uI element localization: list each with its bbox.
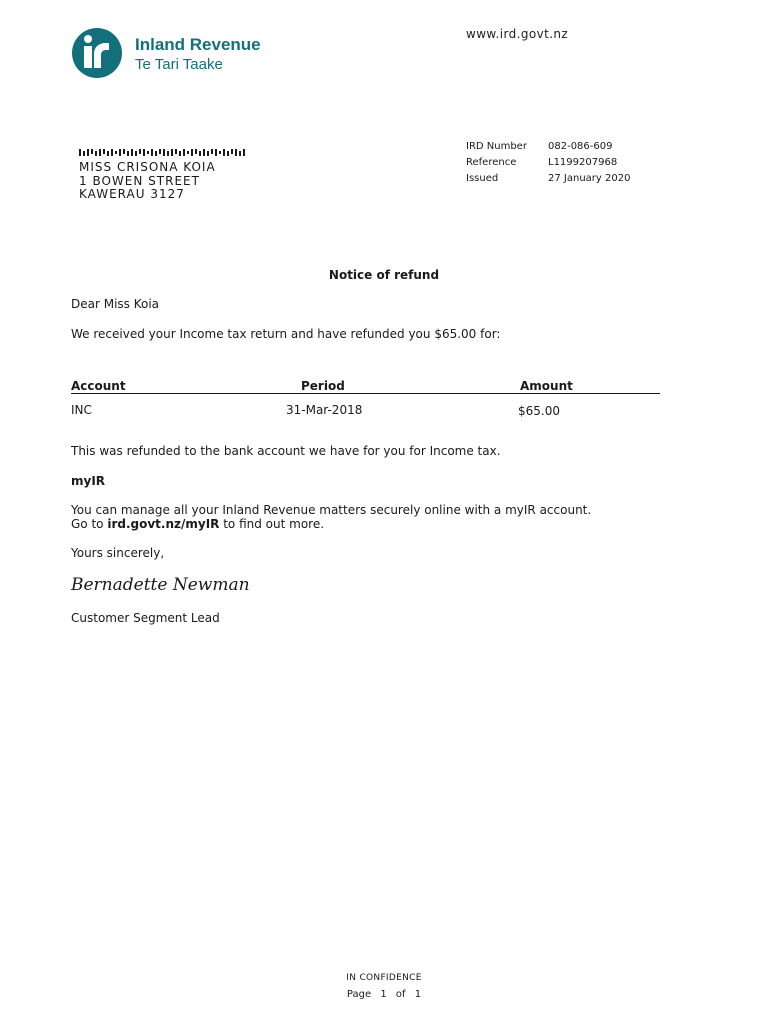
meta-value: L1199207968 — [548, 156, 618, 168]
salutation: Dear Miss Koia — [71, 297, 160, 311]
cell-period: 31-Mar-2018 — [286, 403, 363, 417]
signature: Bernadette Newman — [71, 575, 250, 595]
myir-line-2-prefix: Go to — [71, 517, 108, 531]
letter-title: Notice of refund — [328, 268, 440, 282]
website-url: www.ird.govt.nz — [466, 27, 569, 41]
myir-link[interactable]: ird.govt.nz/myIR — [107, 517, 220, 531]
refund-note: This was refunded to the bank account we have for you for Income tax. — [71, 444, 501, 458]
column-header-amount: Amount — [520, 379, 573, 393]
reference-details — [466, 138, 630, 186]
meta-row-issued — [466, 170, 630, 186]
table-header-rule — [71, 393, 660, 394]
meta-label: Issued — [466, 172, 499, 184]
recipient-name: MISS CRISONA KOIA — [79, 160, 216, 174]
cell-account: INC — [71, 403, 92, 417]
page-of: of — [395, 989, 406, 1000]
meta-value: 27 January 2020 — [548, 172, 631, 184]
cell-amount: $65.00 — [518, 404, 560, 418]
page-number — [0, 989, 768, 1000]
recipient-street: 1 BOWEN STREET — [79, 173, 200, 188]
intro-paragraph: We received your Income tax return and have refunded you $65.00 for: — [71, 327, 501, 341]
recipient-city: KAWERAU 3127 — [79, 187, 185, 201]
page-word: Page — [346, 989, 372, 1000]
myir-line-2-suffix: to find out more. — [219, 517, 325, 531]
meta-label: IRD Number — [466, 140, 527, 152]
signer-title: Customer Segment Lead — [71, 611, 220, 625]
page-total: 1 — [414, 989, 422, 1000]
page-current: 1 — [380, 989, 387, 1000]
column-header-period: Period — [301, 379, 345, 393]
myir-heading: myIR — [71, 474, 106, 488]
brand-name: Inland Revenue — [135, 35, 261, 54]
closing: Yours sincerely, — [71, 546, 165, 560]
myir-line-2 — [71, 517, 324, 531]
recipient-address — [79, 161, 216, 202]
myir-line-1: You can manage all your Inland Revenue matters securely online with a myIR account. — [71, 503, 592, 517]
ird-logo — [71, 27, 271, 82]
meta-label: Reference — [466, 156, 517, 168]
meta-row-ird-number — [466, 138, 630, 154]
meta-row-reference — [466, 154, 630, 170]
postal-barcode-icon — [79, 149, 245, 156]
meta-value: 082-086-609 — [548, 140, 613, 152]
confidential-label: IN CONFIDENCE — [346, 973, 422, 983]
column-header-account: Account — [71, 379, 126, 393]
brand-name-maori: Te Tari Taake — [135, 56, 223, 73]
ir-logo-icon — [71, 27, 123, 79]
